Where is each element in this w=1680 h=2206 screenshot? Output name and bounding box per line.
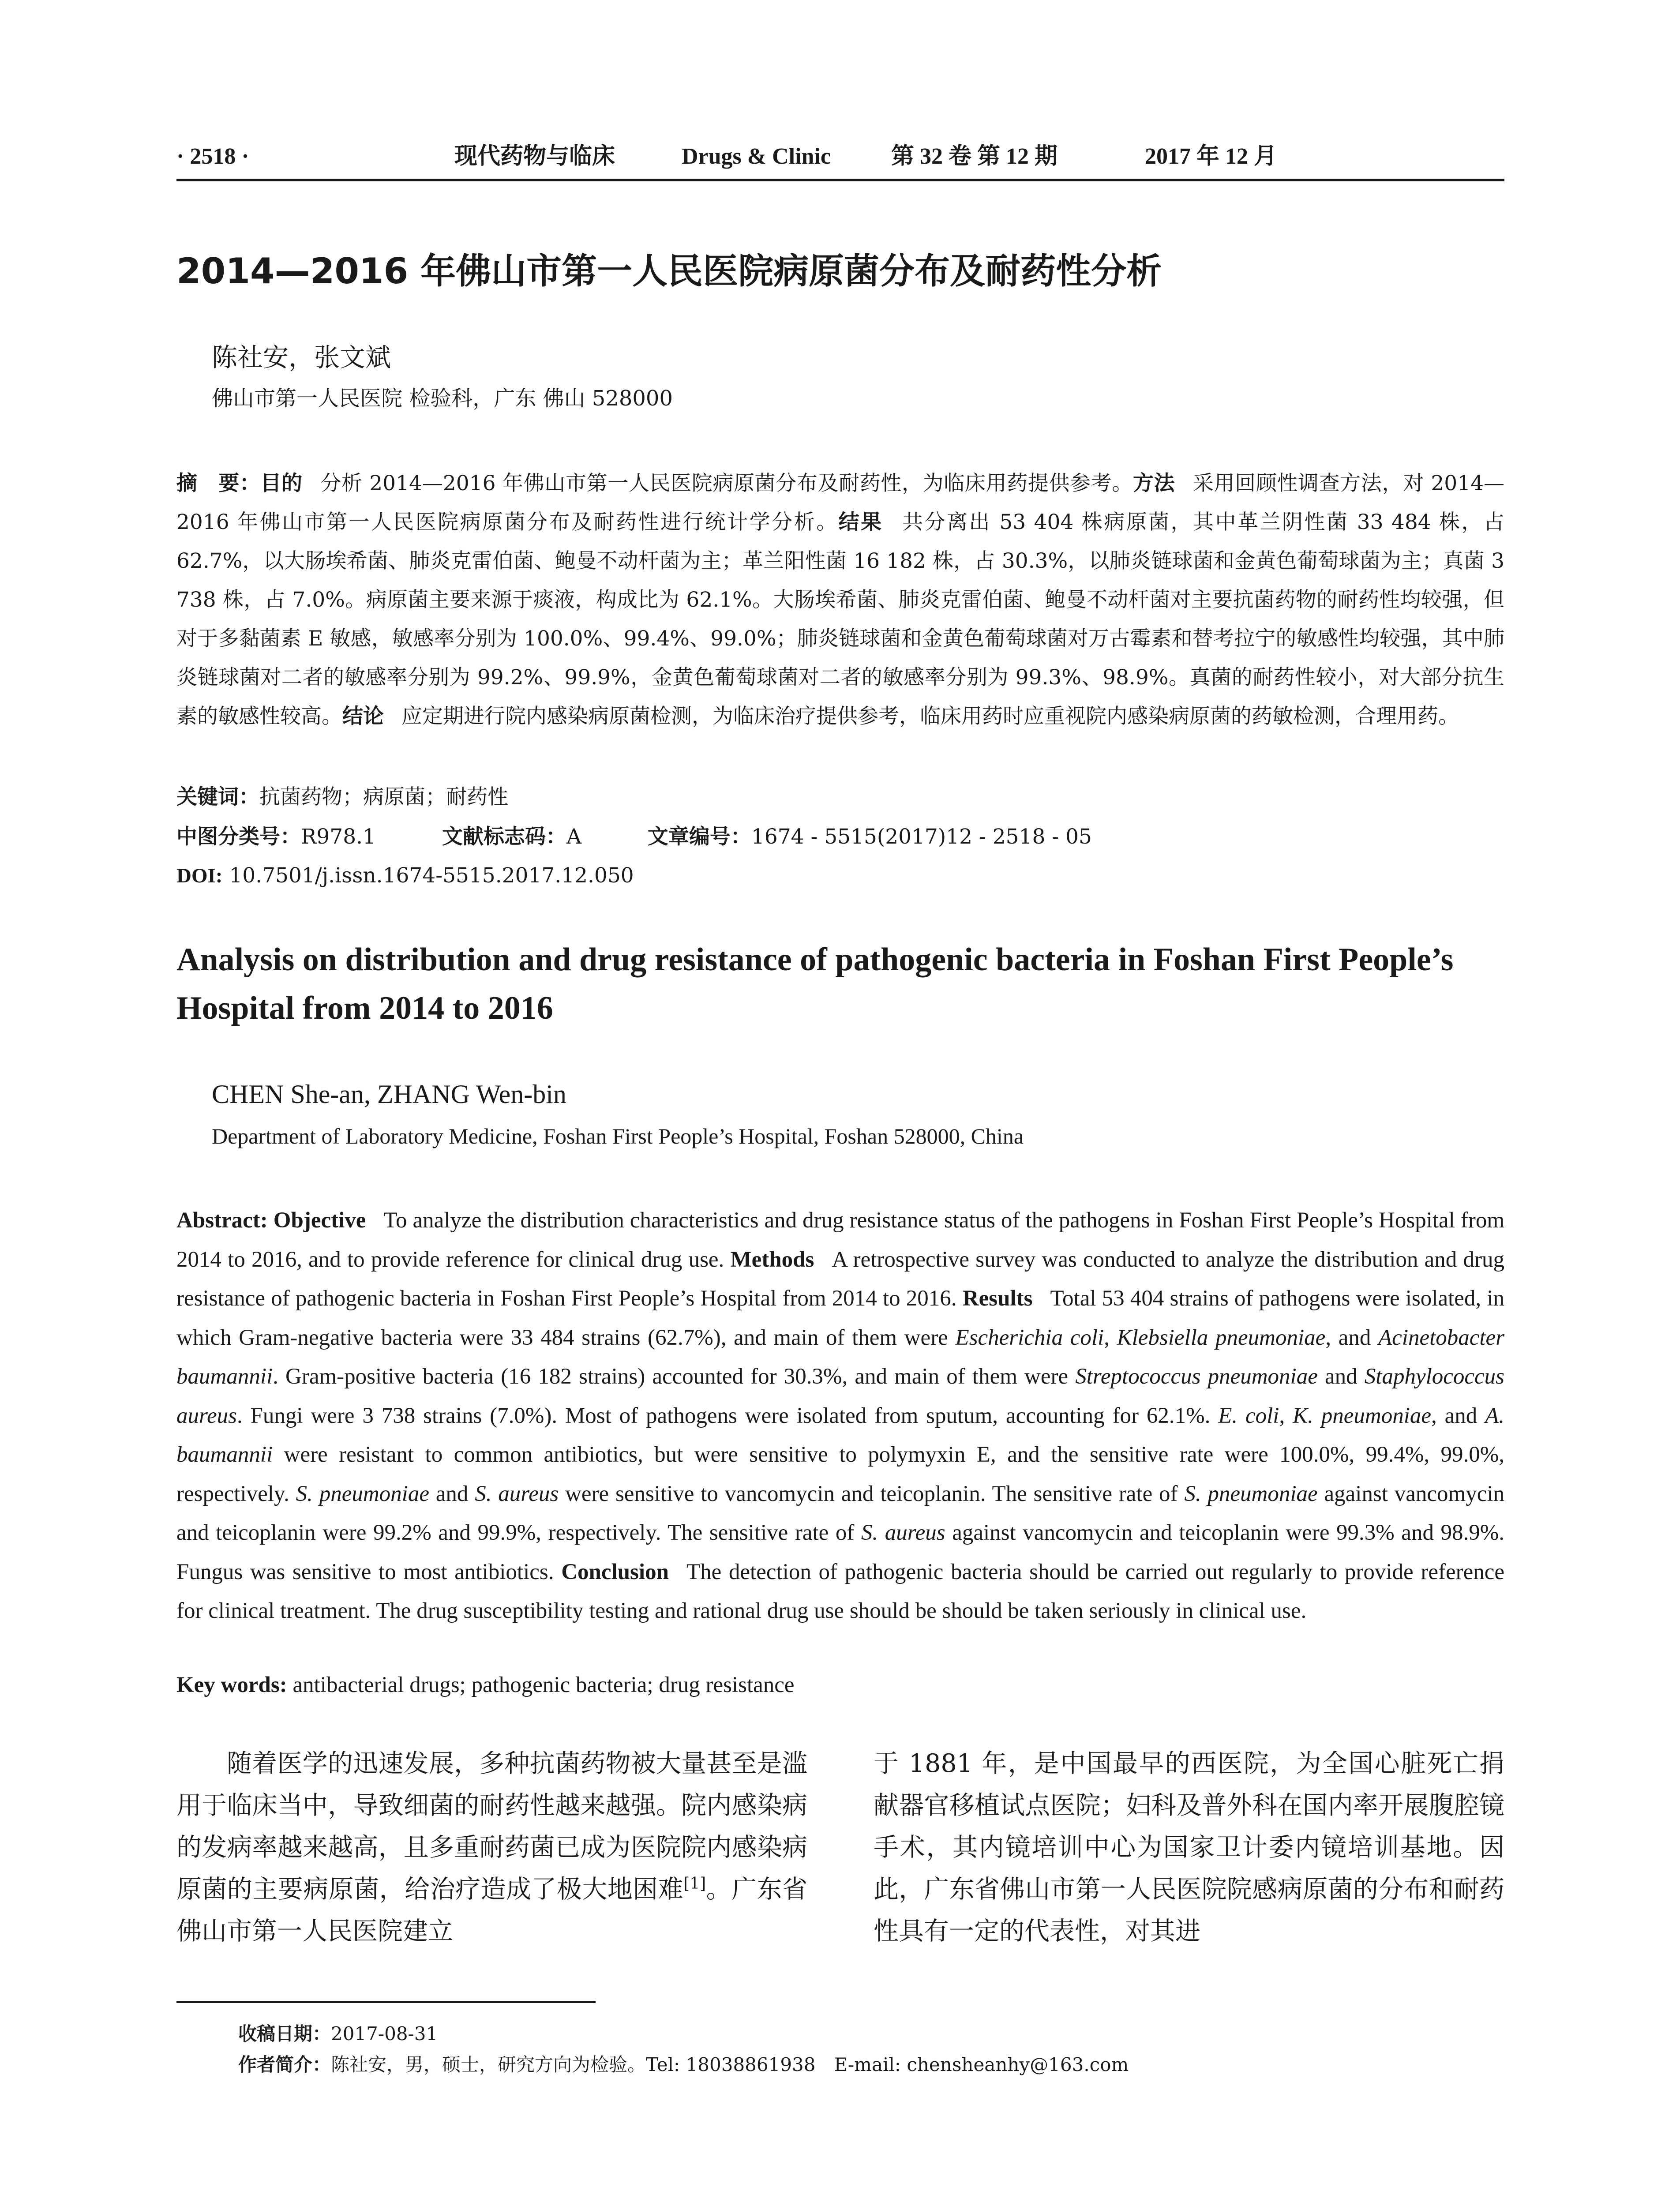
species-name: Staphylococcus aureus [176, 1364, 1505, 1428]
volume-issue: 第 32 卷 第 12 期 [891, 144, 1058, 169]
objective-cn-label: 目的 [260, 471, 303, 495]
objective-en-label: Objective [273, 1208, 366, 1233]
page-number: · 2518 · [176, 144, 249, 169]
issue-date: 2017 年 12 月 [1145, 144, 1277, 169]
title-en: Analysis on distribution and drug resistance of pathogenic bacteria in Foshan First People’s Hospital from 2014 to 2016 [176, 942, 1454, 1026]
classification-line [176, 822, 1092, 852]
body-column-right: 于 1881 年，是中国最早的西医院，为全国心脏死亡捐献器官移植试点医院；妇科及普外科在国内率开展腹腔镜手术，其内镜培训中心为国家卫计委内镜培训基地。因此，广东省佛山市第一人民医院院感病原菌的分布和耐药性具有一定的代表性，对其进 [874, 1749, 1504, 1946]
species-name: Escherichia coli [955, 1325, 1104, 1350]
doc-code-value: A [566, 825, 581, 849]
results-cn-label: 结果 [838, 510, 883, 534]
authors-cn: 陈社安，张文斌 [212, 342, 391, 372]
results-en-part: were resistant to common antibiotics, but were sensitive to polymyxin E, and the sensitive rate were 100.0%, 99.4%, 99.0%, respectively. [176, 1442, 1504, 1506]
keywords-en-label: Key words: [176, 1673, 287, 1697]
species-name: Streptococcus pneumoniae [1075, 1364, 1318, 1389]
keywords-en [176, 1667, 795, 1703]
species-name: Acinetobacter baumannii [176, 1325, 1505, 1389]
bio-label: 作者简介： [238, 2054, 331, 2075]
doi-line [176, 860, 634, 891]
footnote-rule [176, 2001, 596, 2003]
methods-cn-label: 方法 [1132, 471, 1175, 495]
body-text: 随着医学的迅速发展，多种抗菌药物被大量甚至是滥用于临床当中，导致细菌的耐药性越来越强。院内感染病的发病率越来越高，且多重耐药菌已成为医院院内感染病原菌的主要病原菌，给治疗造成了极大地困难 [176, 1749, 807, 1904]
species-name: S. aureus [475, 1481, 559, 1506]
species-name: Klebsiella pneumoniae [1117, 1325, 1326, 1350]
abstract-en-label: Abstract: [176, 1208, 268, 1233]
abstract-cn [176, 464, 1504, 736]
received-label: 收稿日期： [238, 2023, 331, 2045]
conclusion-cn-label: 结论 [342, 704, 384, 728]
doi-value: 10.7501/j.issn.1674-5515.2017.12.050 [229, 863, 634, 888]
affiliation-en: Department of Laboratory Medicine, Foshan First People’s Hospital, Foshan 528000, China [212, 1124, 1024, 1148]
received-date [238, 2021, 438, 2047]
keywords-cn-label: 关键词： [176, 785, 259, 809]
article-number-label: 文章编号： [647, 825, 751, 849]
conclusion-cn: 应定期进行院内感染病原菌检测，为临床治疗提供参考，临床用药时应重视院内感染病原菌的药敏检测，合理用药。 [401, 704, 1459, 728]
objective-cn: 分析 2014—2016 年佛山市第一人民医院病原菌分布及耐药性，为临床用药提供参考。 [320, 471, 1133, 495]
journal-name-cn: 现代药物与临床 [454, 144, 615, 169]
received-value: 2017-08-31 [331, 2023, 438, 2045]
species-name: S. pneumoniae [1184, 1481, 1318, 1506]
results-en-part: against vancomycin and teicoplanin were 99.2% and 99.9%, respectively. The sensitive rate of [176, 1481, 1505, 1545]
bio-text: 陈社安，男，硕士，研究方向为检验。Tel: 18038861938 E-mail: chensheanhy@163.com [331, 2054, 1129, 2075]
species-name: E. coli [1218, 1403, 1279, 1428]
results-en-part: against vancomycin and teicoplanin were 99.3% and 98.9%. Fungus was sensitive to most antibiotics. [176, 1520, 1504, 1584]
species-name: K. pneumoniae [1293, 1403, 1431, 1428]
results-en-part: Total 53 404 strains of pathogens were isolated, in which Gram-negative bacteria were 33 484 strains (62.7%), and main of them were [176, 1286, 1504, 1350]
methods-en-label: Methods [730, 1247, 814, 1272]
author-bio [238, 2052, 1129, 2078]
keywords-cn [176, 782, 508, 813]
results-en-part: were sensitive to vancomycin and teicoplanin. The sensitive rate of [565, 1481, 1178, 1506]
conclusion-en-label: Conclusion [561, 1559, 669, 1584]
results-en-part: . Fungi were 3 738 strains (7.0%). Most of pathogens were isolated from sputum, accounting for 62.1%. [236, 1403, 1211, 1428]
keywords-en-text: antibacterial drugs; pathogenic bacteria; drug resistance [292, 1673, 795, 1697]
doi-label: DOI: [176, 864, 223, 887]
species-name: S. pneumoniae [296, 1481, 429, 1506]
affiliation-cn: 佛山市第一人民医院 检验科，广东 佛山 528000 [212, 386, 673, 411]
authors-en: CHEN She-an, ZHANG Wen-bin [212, 1080, 566, 1109]
body-text: 。广东省佛山市第一人民医院建立 [176, 1875, 808, 1946]
body-column-left [176, 1743, 807, 1952]
abstract-cn-label: 摘 要： [176, 471, 261, 495]
reference-marker: [1] [683, 1875, 706, 1893]
methods-cn: 采用回顾性调查方法，对 2014—2016 年佛山市第一人民医院病原菌分布及耐药性进行统计学分析。 [176, 471, 1505, 534]
species-name: A. baumannii [176, 1403, 1505, 1467]
title-cn: 2014—2016 年佛山市第一人民医院病原菌分布及耐药性分析 [176, 251, 1162, 292]
results-cn: 共分离出 53 404 株病原菌，其中革兰阴性菌 33 484 株，占 62.7%，以大肠埃希菌、肺炎克雷伯菌、鲍曼不动杆菌为主；革兰阳性菌 16 182 株，占 30.3%，以肺炎链球菌和金黄色葡萄球菌为主；真菌 3 738 株，占 7.0%。病原菌主要来源于痰液，构成比为 62.1%。大肠埃希菌、肺炎克雷伯菌、鲍曼不动杆菌对主要抗菌药物的耐药性均较强，但对于多黏菌素 E 敏感，敏感率分别为 100.0%、99.4%、99.0%；肺炎链球菌和金黄色葡萄球菌对万古霉素和替考拉宁的敏感性均较强，其中肺炎链球菌对二者的敏感率分别为 99.2%、99.9%，金黄色葡萄球菌对二者的敏感率分别为 99.3%、98.9%。真菌的耐药性较小，对大部分抗生素的敏感性较高。 [176, 510, 1504, 728]
article-number-value: 1674 - 5515(2017)12 - 2518 - 05 [751, 825, 1092, 849]
species-name: S. aureus [861, 1520, 945, 1545]
methods-en: A retrospective survey was conducted to analyze the distribution and drug resistance of pathogenic bacteria in Foshan First People’s Hospital from 2014 to 2016. [176, 1247, 1505, 1311]
results-en-part: . Gram-positive bacteria (16 182 strains) accounted for 30.3%, and main of them were [273, 1364, 1069, 1389]
objective-en: To analyze the distribution characteristics and drug resistance status of the pathogens in Foshan First People’s Hospital from 2014 to 2016, and to provide reference for clinical drug use. [176, 1208, 1504, 1272]
journal-name-en: Drugs & Clinic [682, 144, 831, 169]
header-rule [176, 179, 1504, 181]
clc-value: R978.1 [301, 825, 376, 849]
doc-code-label: 文献标志码： [442, 825, 566, 849]
results-en-label: Results [962, 1286, 1033, 1311]
keywords-cn-text: 抗菌药物；病原菌；耐药性 [259, 785, 508, 809]
abstract-en: Abstract: Objective To analyze the distribution characteristics and drug resistance status of the pathogens in Foshan First People’s Hospital from 2014 to 2016, and to provide reference for clinical drug use. Methods A retrospective survey was conducted to analyze the distribution and drug resistance of pathogenic bacteria in Foshan First People’s Hospital from 2014 to 2016. Results Total 53 404 strains of pathogens were isolated, in which Gram-negative bacteria were 33 484 strains (62.7%), and main of them were Escherichia coli, Klebsiella pneumoniae, and Acinetobacter baumannii. Gram-positive bacteria (16 182 strains) accounted for 30.3%, and main of them were Streptococcus pneumoniae and Staphylococcus aureus. Fungi were 3 738 strains (7.0%). Most of pathogens were isolated from sputum, accounting for 62.1%. E. coli, K. pneumoniae, and A. baumannii were resistant to common antibiotics, but were sensitive to polymyxin E, and the sensitive rate were 100.0%, 99.4%, 99.0%, respectively. S. pneumoniae and S. aureus were sensitive to vancomycin and teicoplanin. The sensitive rate of S. pneumoniae against vancomycin and teicoplanin were 99.2% and 99.9%, respectively. The sensitive rate of S. aureus against vancomycin and teicoplanin were 99.3% and 98.9%. Fungus was sensitive to most antibiotics. Conclusion The detection of pathogenic bacteria should be carried out regularly to provide reference for clinical treatment. The drug susceptibility testing and rational drug use should be should be taken seriously in clinical use. [176, 1208, 1505, 1623]
conclusion-en: The detection of pathogenic bacteria should be carried out regularly to provide reference for clinical treatment. The drug susceptibility testing and rational drug use should be should be taken seriously in clinical use. [176, 1559, 1504, 1623]
clc-label: 中图分类号： [176, 825, 301, 849]
